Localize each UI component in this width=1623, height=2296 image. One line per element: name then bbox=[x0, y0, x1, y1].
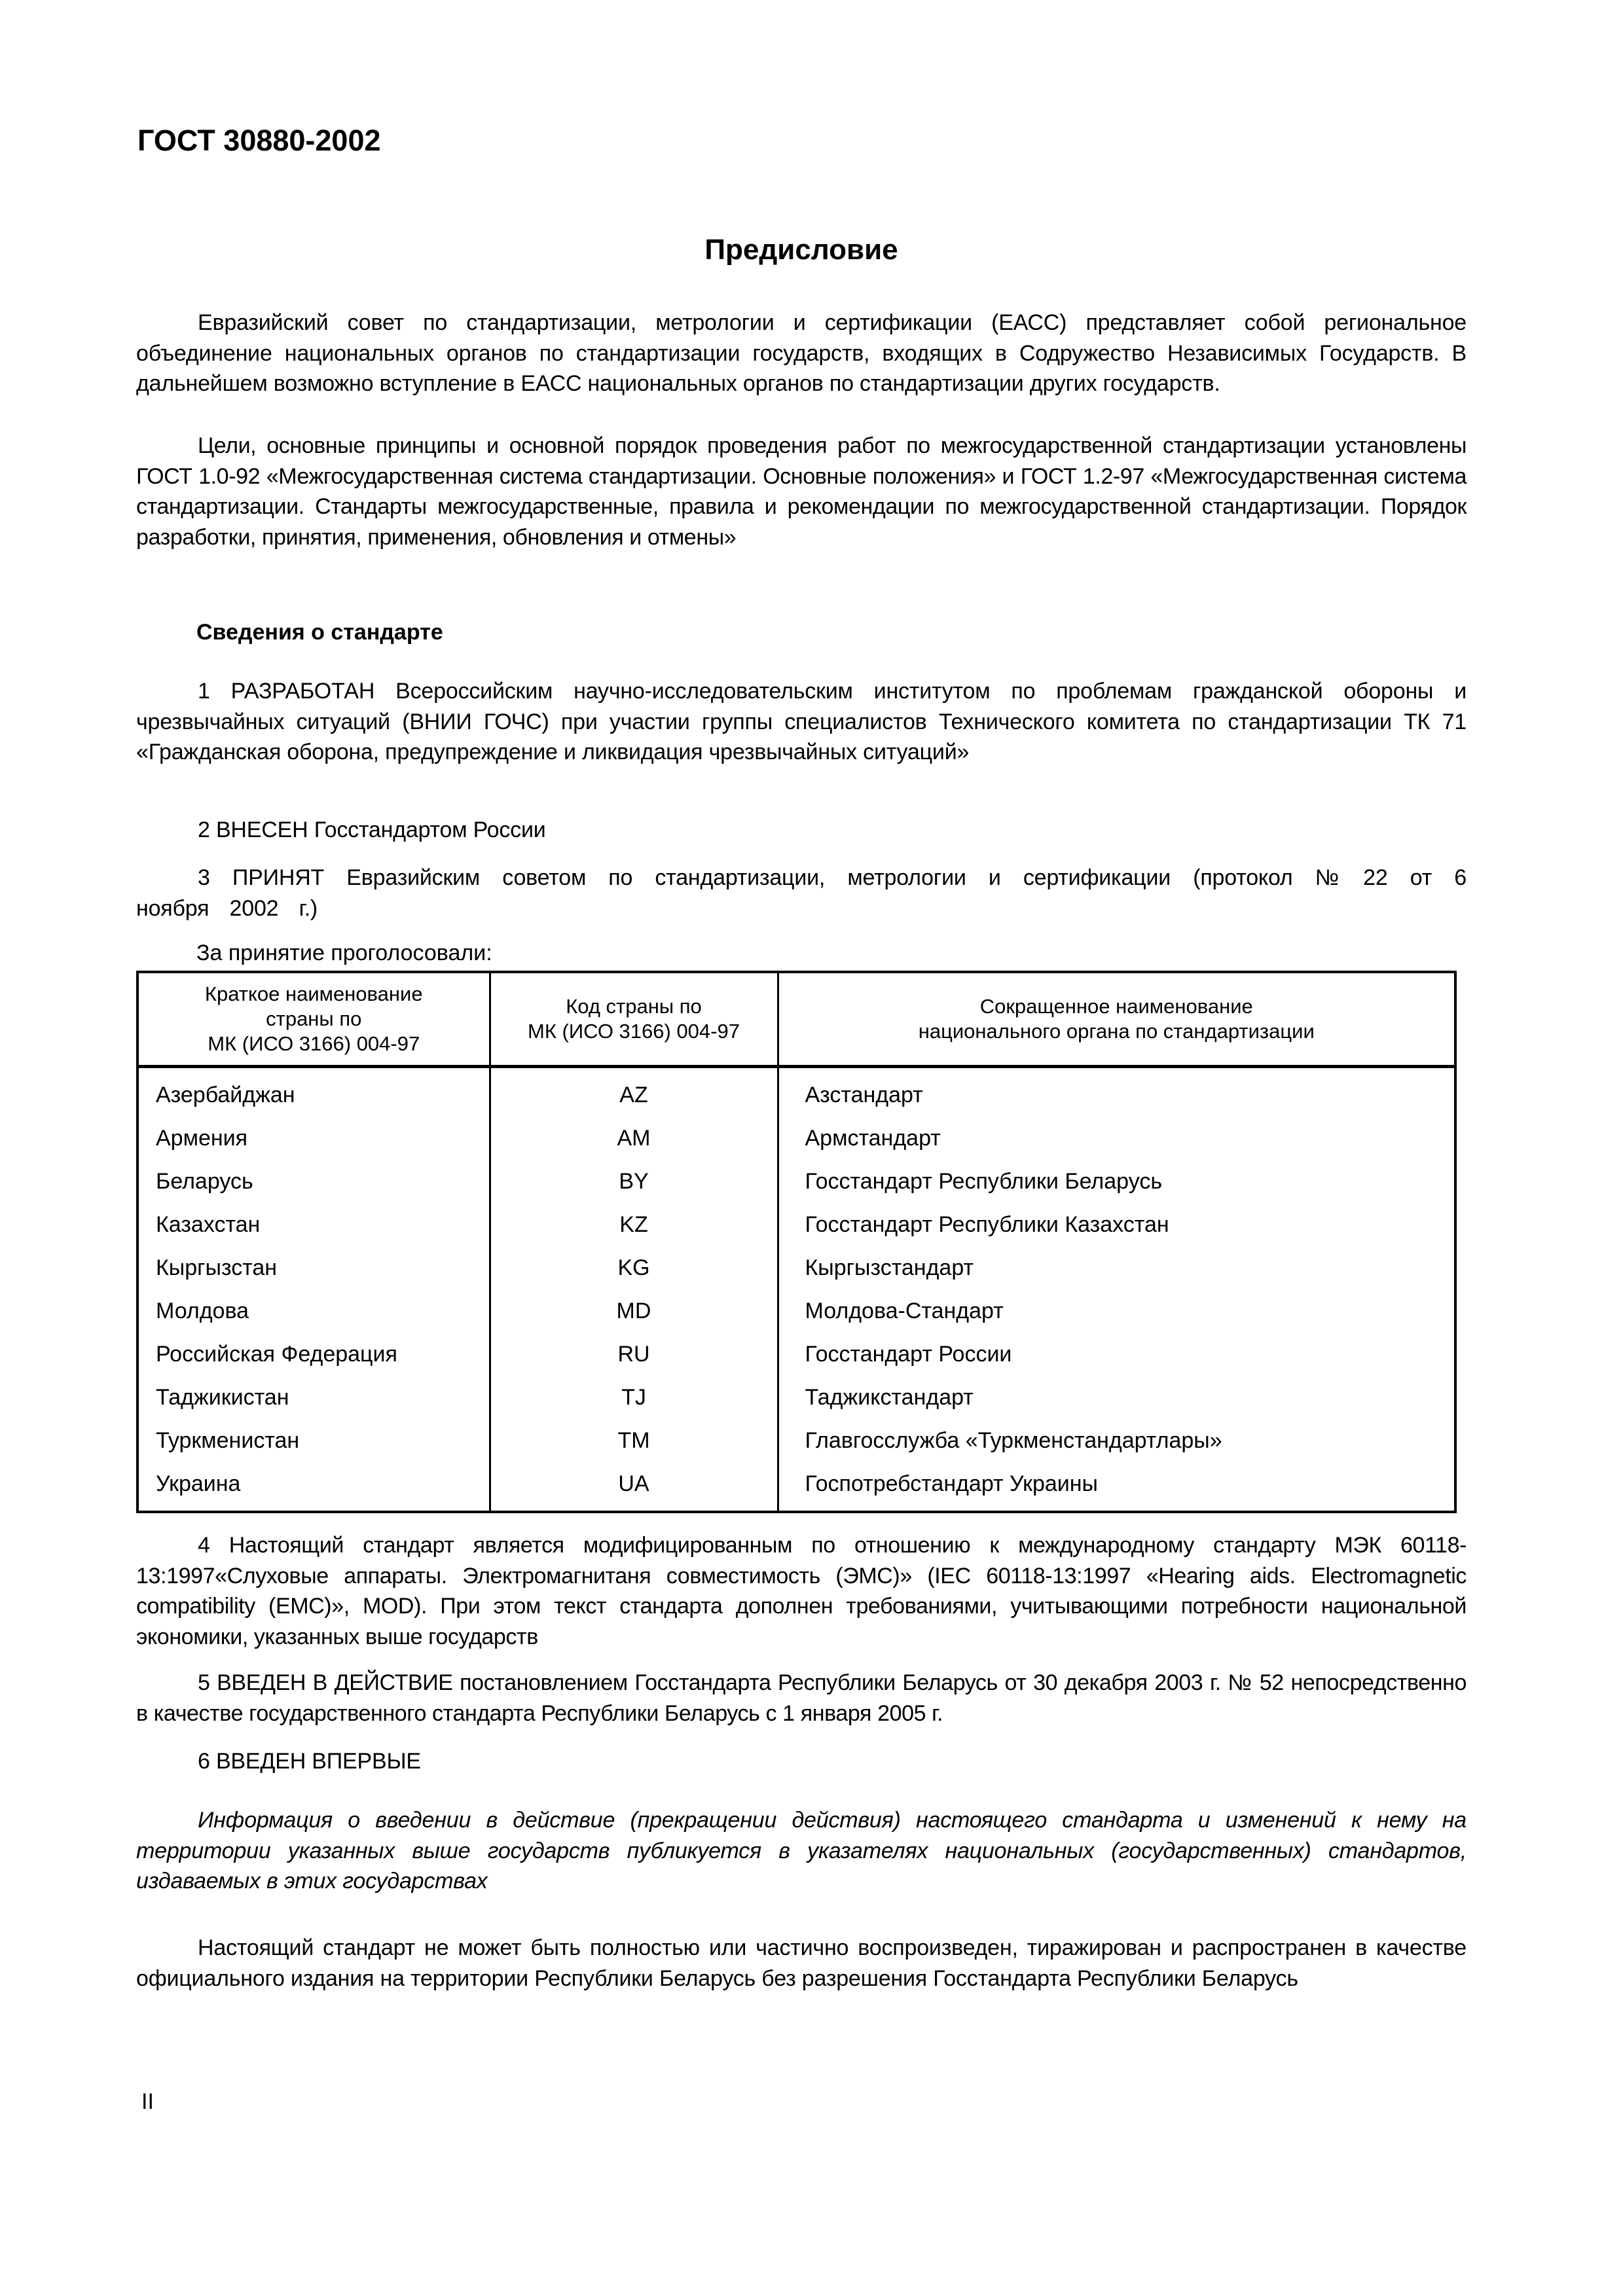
info-item-3-adopted: 3 ПРИНЯТ Евразийским советом по стандартизации, метрологии и сертификации (протокол № 22 от 6 ноября 2002 г.) bbox=[136, 865, 1467, 921]
national-body-cell: Госпотребстандарт Украины bbox=[805, 1471, 1098, 1496]
country-code-cell: MD bbox=[490, 1289, 778, 1333]
column-header-national-body bbox=[778, 972, 1455, 1067]
table-row bbox=[137, 1376, 1455, 1419]
table-row bbox=[137, 1289, 1455, 1333]
voted-label: За принятие проголосовали: bbox=[196, 941, 492, 965]
column-header-country-code bbox=[490, 972, 778, 1067]
table-row bbox=[137, 1333, 1455, 1376]
info-item-6-first-introduced: 6 ВВЕДЕН ВПЕРВЫЕ bbox=[198, 1749, 421, 1774]
national-body-cell: Госстандарт России bbox=[805, 1342, 1012, 1367]
country-name-cell: Азербайджан bbox=[137, 1067, 490, 1117]
info-item-2-submitted: 2 ВНЕСЕН Госстандартом России bbox=[198, 817, 546, 842]
national-body-cell: Таджикстандарт bbox=[805, 1385, 974, 1410]
column-header-line: Сокращенное наименование bbox=[979, 995, 1253, 1018]
table-row bbox=[137, 1117, 1455, 1160]
standard-info-heading: Сведения о стандарте bbox=[196, 620, 443, 645]
table-row bbox=[137, 1067, 1455, 1117]
column-header-line: МК (ИСО 3166) 004-97 bbox=[208, 1032, 420, 1055]
country-code-cell: KG bbox=[490, 1246, 778, 1289]
country-code-cell: KZ bbox=[490, 1203, 778, 1246]
country-code-cell: UA bbox=[490, 1462, 778, 1512]
country-code-cell: AZ bbox=[490, 1067, 778, 1117]
country-name-cell: Таджикистан bbox=[137, 1376, 490, 1419]
column-header-line: Краткое наименование bbox=[204, 982, 423, 1005]
national-body-cell: Госстандарт Республики Казахстан bbox=[805, 1212, 1169, 1237]
column-header-line: Код страны по bbox=[566, 995, 702, 1018]
table-row bbox=[137, 1203, 1455, 1246]
table-row bbox=[137, 1246, 1455, 1289]
national-body-cell: Армстандарт bbox=[805, 1126, 941, 1151]
country-code-cell: BY bbox=[490, 1160, 778, 1203]
column-header-line: МК (ИСО 3166) 004-97 bbox=[528, 1020, 740, 1043]
foreword-title: Предисловие bbox=[704, 234, 898, 266]
foreword-paragraph-2: Цели, основные принципы и основной порядок проведения работ по межгосударственной стандартизации установлены ГОСТ 1.0-92 «Межгосударственная система стандартизации. Основные положения» и ГОСТ 1.2-97 «Межгосударственная система стандартизации. Стандарты межгосударственные, правила и рекомендации по межгосударственной стандартизации. Порядок разработки, принятия, применения, обновления и отмены» bbox=[136, 433, 1467, 550]
column-header-line: национального органа по стандартизации bbox=[918, 1020, 1315, 1043]
column-header-line: страны по bbox=[266, 1007, 362, 1030]
country-name-cell: Казахстан bbox=[137, 1203, 490, 1246]
voting-countries-table bbox=[136, 971, 1457, 1513]
info-item-4-modified: 4 Настоящий стандарт является модифицированным по отношению к международному стандарту МЭК 60118-13:1997«Слуховые аппараты. Электромагнитаня совместимость (ЭМС)» (IEC 60118-13:1997 «Hearing aids. Electromagnetic compatibility (EMC)», MOD). При этом текст стандарта дополнен требованиями, учитывающими потребности национальной экономики, указанных выше государств bbox=[136, 1533, 1467, 1649]
country-code-cell: AM bbox=[490, 1117, 778, 1160]
national-body-cell: Кыргызстандарт bbox=[805, 1255, 974, 1280]
country-name-cell: Российская Федерация bbox=[137, 1333, 490, 1376]
country-name-cell: Украина bbox=[137, 1462, 490, 1512]
national-body-cell: Молдова-Стандарт bbox=[805, 1299, 1004, 1323]
info-item-1-developed: 1 РАЗРАБОТАН Всероссийским научно-исследовательским институтом по проблемам гражданской обороны и чрезвычайных ситуаций (ВНИИ ГОЧС) при участии группы специалистов Технического комитета по стандартизации ТК 71 «Гражданская оборона, предупреждение и ликвидация чрезвычайных ситуаций» bbox=[136, 679, 1467, 764]
table-row bbox=[137, 1462, 1455, 1512]
info-item-5-effective: 5 ВВЕДЕН В ДЕЙСТВИЕ постановлением Госстандарта Республики Беларусь от 30 декабря 2003 г. № 52 непосредственно в качестве государственного стандарта Республики Беларусь с 1 января 2005 г. bbox=[136, 1670, 1467, 1726]
document-code-header: ГОСТ 30880-2002 bbox=[137, 124, 381, 157]
country-code-cell: RU bbox=[490, 1333, 778, 1376]
table-row bbox=[137, 1419, 1455, 1462]
foreword-paragraph-1: Евразийский совет по стандартизации, метрологии и сертификации (ЕАСС) представляет собой региональное объединение национальных органов по стандартизации государств, входящих в Содружество Независимых Государств. В дальнейшем возможно вступление в ЕАСС национальных органов по стандартизации других государств. bbox=[136, 310, 1467, 396]
country-name-cell: Кыргызстан bbox=[137, 1246, 490, 1289]
national-body-cell: Госстандарт Республики Беларусь bbox=[805, 1169, 1163, 1194]
country-code-cell: TM bbox=[490, 1419, 778, 1462]
country-code-cell: TJ bbox=[490, 1376, 778, 1419]
country-name-cell: Беларусь bbox=[137, 1160, 490, 1203]
table-header-row bbox=[137, 972, 1455, 1067]
copyright-note: Настоящий стандарт не может быть полностью или частично воспроизведен, тиражирован и распространен в качестве официального издания на территории Республики Беларусь без разрешения Госстандарта Республики Беларусь bbox=[136, 1935, 1467, 1991]
info-publication-note: Информация о введении в действие (прекращении действия) настоящего стандарта и изменений к нему на территории указанных выше государств публикуется в указателях национальных (государственных) стандартов, издаваемых в этих государствах bbox=[136, 1808, 1467, 1893]
national-body-cell: Главгосслужба «Туркменстандартлары» bbox=[805, 1428, 1222, 1453]
table-row bbox=[137, 1160, 1455, 1203]
country-name-cell: Туркменистан bbox=[137, 1419, 490, 1462]
column-header-country-name bbox=[137, 972, 490, 1067]
national-body-cell: Азстандарт bbox=[805, 1083, 923, 1107]
country-name-cell: Армения bbox=[137, 1117, 490, 1160]
page-number: II bbox=[141, 2089, 154, 2114]
country-name-cell: Молдова bbox=[137, 1289, 490, 1333]
